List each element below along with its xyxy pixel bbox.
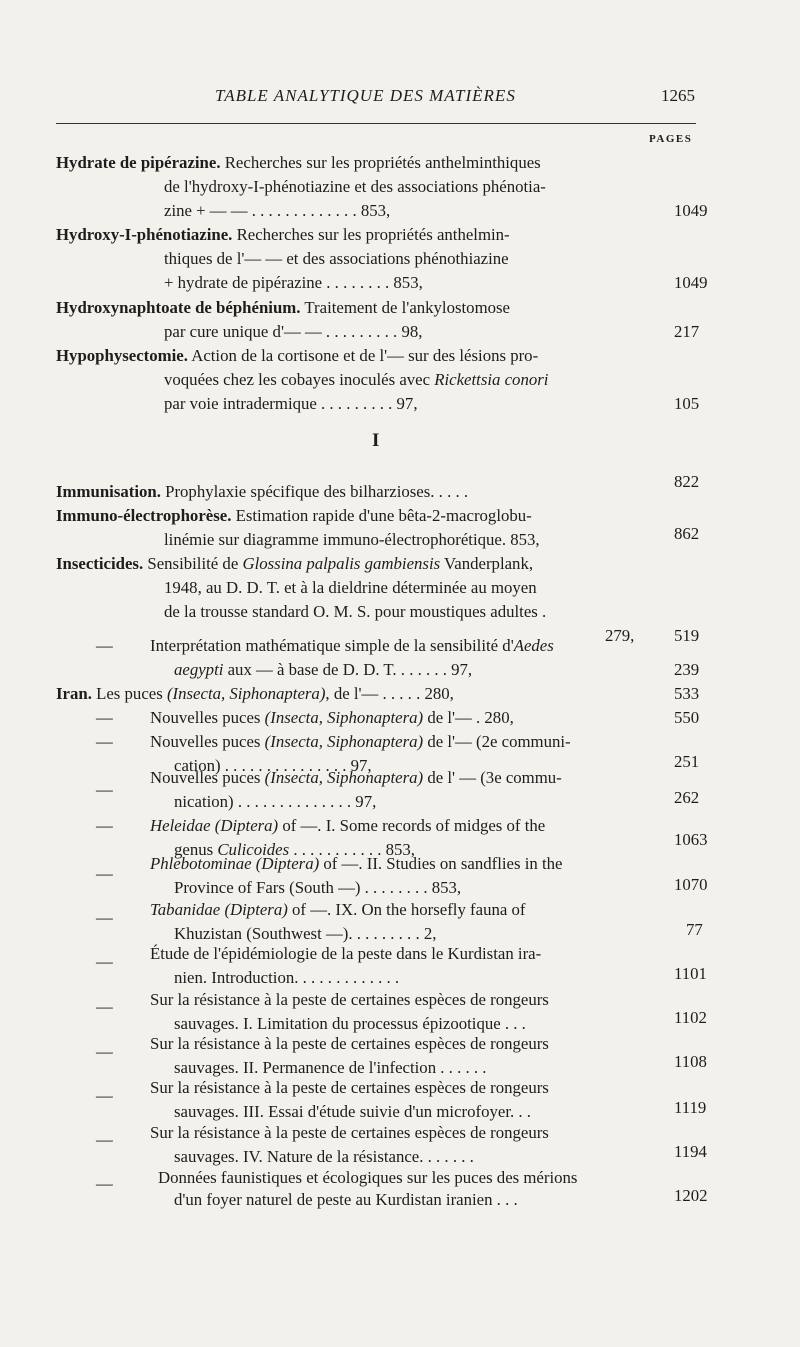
entry-term: Immunisation. (56, 482, 161, 501)
entry-line: linémie sur diagramme immuno-électrophorétique. 853, (164, 530, 540, 549)
entry-line: Nouvelles puces (Insecta, Siphonaptera) de l'— (2e communi- (150, 732, 571, 751)
entry-line: Tabanidae (Diptera) of —. IX. On the horsefly fauna of (150, 900, 526, 919)
continuation-dash: — (96, 708, 113, 727)
page-ref: 1108 (674, 1052, 707, 1071)
continuation-dash: — (96, 908, 113, 927)
taxon-name: (Insecta, Siphonaptera) (264, 732, 424, 751)
page-ref: 1049 (674, 273, 708, 292)
page-ref: 1063 (674, 830, 708, 849)
continuation-dash: — (96, 1130, 113, 1149)
entry-line: Nouvelles puces (Insecta, Siphonaptera) de l' — (3e commu- (150, 768, 562, 787)
entry-line: de l'hydroxy-I-phénotiazine et des associations phénotia- (164, 177, 546, 196)
species-name: Aedes (513, 636, 554, 655)
entry-line: Province of Fars (South —) . . . . . . . . 853, (174, 878, 462, 897)
entry-line: Insecticides. Sensibilité de Glossina palpalis gambiensis Vanderplank, (56, 554, 534, 573)
entry-line: Nouvelles puces (Insecta, Siphonaptera) de l'— . 280, (150, 708, 514, 727)
entry-line (164, 368, 548, 392)
species-name: aegypti (174, 660, 224, 679)
continuation-dash: — (96, 636, 113, 655)
entry-line: + hydrate de pipérazine . . . . . . . . 853, (164, 273, 423, 292)
page-number: 1265 (661, 86, 695, 105)
page-ref: 533 (674, 684, 700, 703)
entry-line: par cure unique d'— — . . . . . . . . . 98, (164, 322, 423, 341)
entry-line: sauvages. III. Essai d'étude suivie d'un microfoyer. . . (174, 1102, 531, 1121)
continuation-dash: — (96, 952, 113, 971)
entry-term: Hydroxynaphtoate de béphénium. (56, 298, 301, 317)
taxon-name: Tabanidae (Diptera) (150, 900, 288, 919)
entry-line: thiques de l'— — et des associations phénothiazine (164, 249, 509, 268)
taxon-name: (Insecta, Siphonaptera) (264, 768, 424, 787)
entry-line (56, 151, 541, 175)
taxon-name: Heleidae (Diptera) (150, 816, 279, 835)
page-ref: 77 (686, 920, 703, 939)
header-rule (56, 123, 696, 124)
taxon-name: (Insecta, Siphonaptera) (264, 708, 424, 727)
entry-line: Sur la résistance à la peste de certaines espèces de rongeurs (150, 990, 549, 1009)
pages-column-label: PAGES (649, 133, 693, 145)
species-name: Glossina palpalis gambiensis (242, 554, 441, 573)
entry-line: sauvages. IV. Nature de la résistance. . . . . . . (174, 1147, 474, 1166)
page-ref: 1101 (674, 964, 707, 983)
entry-term: Hypophysectomie. (56, 346, 188, 365)
entry-text: Action de la cortisone et de l'— sur des lésions pro- (191, 346, 539, 365)
entry-line: Sur la résistance à la peste de certaines espèces de rongeurs (150, 1123, 549, 1142)
entry-term: Insecticides. (56, 554, 144, 573)
entry-line: Sur la résistance à la peste de certaines espèces de rongeurs (150, 1078, 549, 1097)
page-ref: 550 (674, 708, 700, 727)
entry-line (56, 480, 468, 504)
entry-line (56, 344, 538, 368)
entry-text: Prophylaxie spécifique des bilharzioses. . . . . (165, 482, 469, 501)
entry-line: Khuzistan (Southwest —). . . . . . . . . 2, (174, 924, 437, 943)
continuation-dash: — (96, 732, 113, 751)
entry-line: cation) . . . . . . . . . . . . . . . 97, (174, 756, 372, 775)
continuation-dash: — (96, 780, 113, 799)
entry-line: Interprétation mathématique simple de la sensibilité d'Aedes (150, 636, 554, 655)
entry-term: Immuno-électrophorèse. (56, 506, 232, 525)
entry-line: nien. Introduction. . . . . . . . . . . . . (174, 968, 400, 987)
continuation-dash: — (96, 1174, 113, 1193)
entry-text: Estimation rapide d'une bêta-2-macroglobu- (235, 506, 532, 525)
entry-line: Sur la résistance à la peste de certaines espèces de rongeurs (150, 1034, 549, 1053)
entry-term: Hydrate de pipérazine. (56, 153, 221, 172)
entry-term: Iran. (56, 684, 92, 703)
entry-line: 279, (605, 626, 635, 645)
entry-line (56, 223, 510, 247)
page-ref: 519 (674, 626, 700, 645)
continuation-dash: — (96, 816, 113, 835)
entry-text: voquées chez les cobayes inoculés avec (164, 370, 435, 389)
entry-term: Hydroxy-I-phénotiazine. (56, 225, 233, 244)
page-ref: 217 (674, 322, 700, 341)
entry-line: zine + — — . . . . . . . . . . . . . 853, (164, 201, 391, 220)
entry-line: d'un foyer naturel de peste au Kurdistan iranien . . . (174, 1190, 518, 1209)
entry-text: Recherches sur les propriétés anthelmin- (236, 225, 510, 244)
species-name: Rickettsia conori (434, 370, 549, 389)
page-ref: 1049 (674, 201, 708, 220)
entry-line: genus Culicoides . . . . . . . . . . . 853, (174, 840, 415, 859)
entry-line: Iran. Les puces (Insecta, Siphonaptera), de l'— . . . . . 280, (56, 684, 454, 703)
entry-line: Heleidae (Diptera) of —. I. Some records of midges of the (150, 816, 546, 835)
entry-line: nication) . . . . . . . . . . . . . . 97, (174, 792, 377, 811)
entry-line: sauvages. I. Limitation du processus épizootique . . . (174, 1014, 526, 1033)
continuation-dash: — (96, 864, 113, 883)
running-title: TABLE ANALYTIQUE DES MATIÈRES (215, 86, 516, 105)
entry-text: Traitement de l'ankylostomose (304, 298, 510, 317)
entry-line: de la trousse standard O. M. S. pour moustiques adultes . (164, 602, 547, 621)
page-ref: 251 (674, 752, 700, 771)
continuation-dash: — (96, 997, 113, 1016)
continuation-dash: — (96, 1042, 113, 1061)
entry-line: Données faunistiques et écologiques sur les puces des mérions (158, 1168, 578, 1187)
continuation-dash: — (96, 1086, 113, 1105)
entry-line: Étude de l'épidémiologie de la peste dans le Kurdistan ira- (150, 944, 542, 963)
page-ref: 1070 (674, 875, 708, 894)
section-letter: I (372, 430, 380, 451)
entry-line (56, 296, 510, 320)
page-ref: 822 (674, 472, 700, 491)
page-ref: 1102 (674, 1008, 707, 1027)
taxon-name: Phlebotominae (Diptera) (150, 854, 320, 873)
page-ref: 239 (674, 660, 700, 679)
taxon-name: Culicoides (217, 840, 290, 859)
entry-line: sauvages. II. Permanence de l'infection . . . . . . (174, 1058, 487, 1077)
page-ref: 1202 (674, 1186, 708, 1205)
entry-text: Recherches sur les propriétés anthelminthiques (224, 153, 541, 172)
page-ref: 262 (674, 788, 700, 807)
entry-line (56, 504, 532, 528)
page-ref: 862 (674, 524, 700, 543)
page-ref: 1194 (674, 1142, 707, 1161)
entry-line: 1948, au D. D. T. et à la dieldrine déterminée au moyen (164, 578, 537, 597)
entry-line: Phlebotominae (Diptera) of —. II. Studies on sandflies in the (150, 854, 563, 873)
entry-line: aegypti aux — à base de D. D. T. . . . . . . 97, (174, 660, 473, 679)
taxon-name: (Insecta, Siphonaptera) (166, 684, 326, 703)
page-ref: 1119 (674, 1098, 707, 1117)
page-ref: 105 (674, 394, 700, 413)
entry-line: par voie intradermique . . . . . . . . . 97, (164, 394, 418, 413)
